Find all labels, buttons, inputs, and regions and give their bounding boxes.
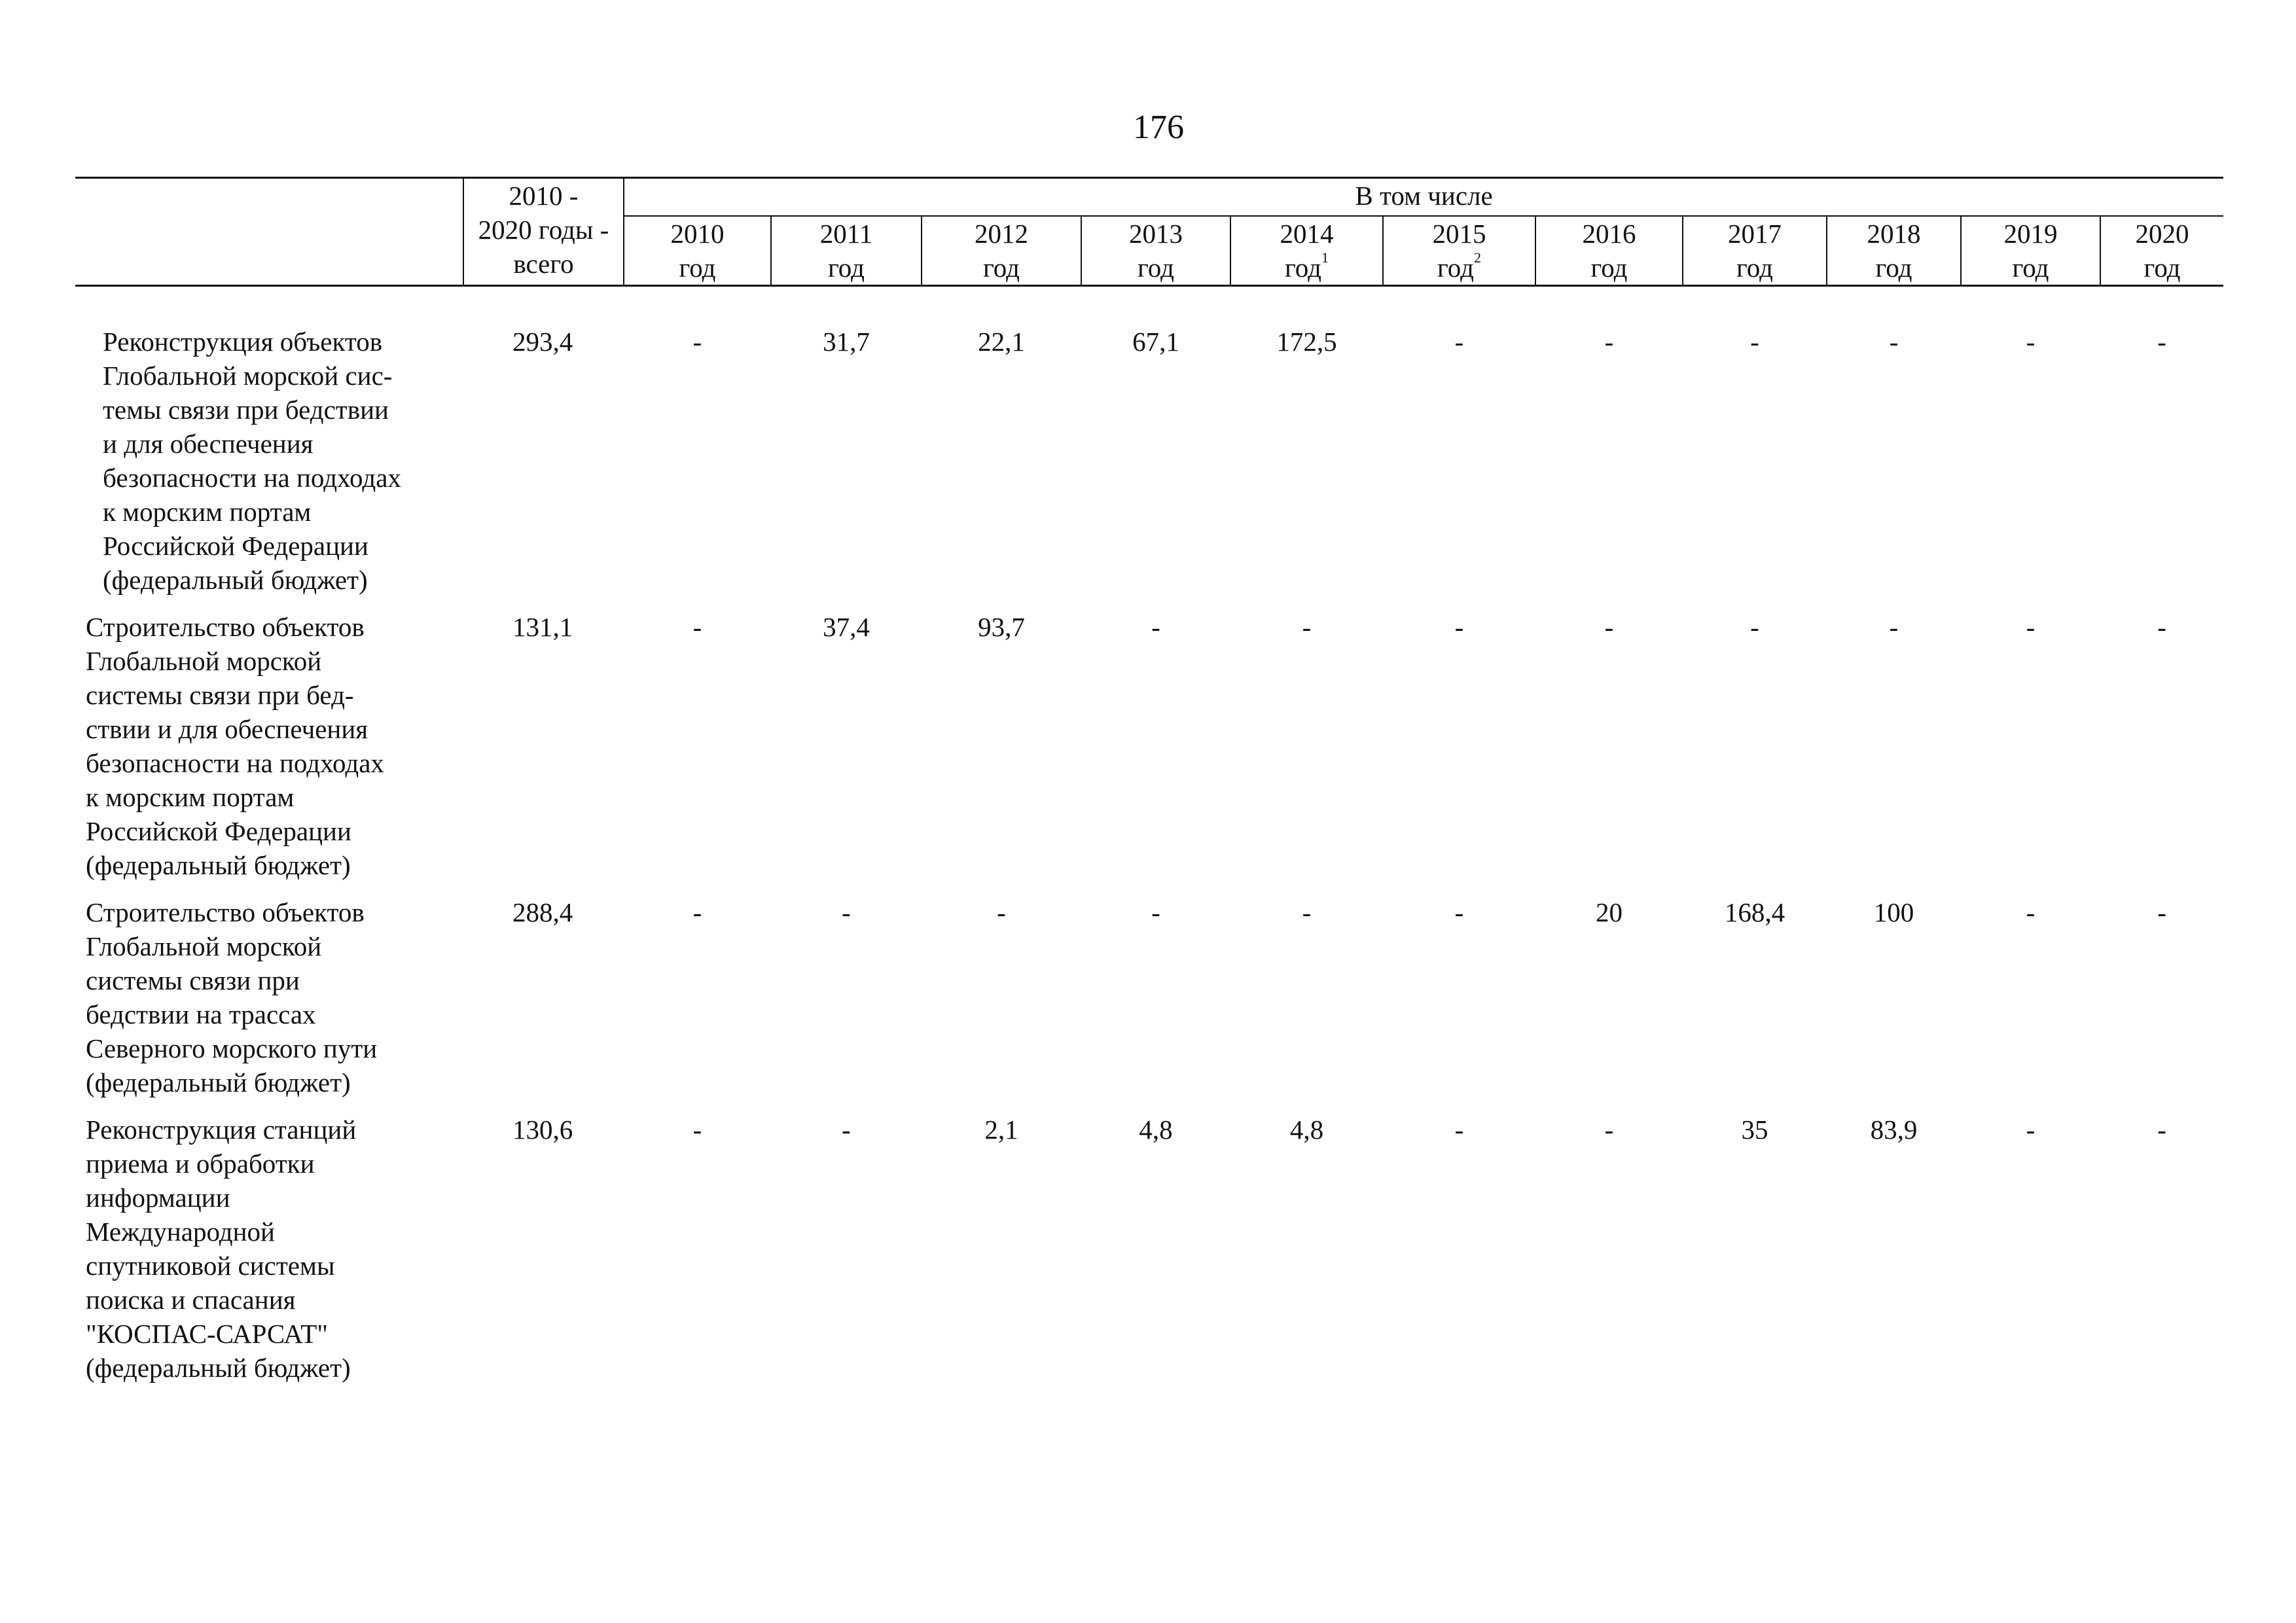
row-label-line: бедствии на трассах — [86, 999, 316, 1029]
header-row-top — [75, 178, 2223, 217]
row-value-cell: - — [1302, 612, 1312, 642]
header-year-unit — [772, 251, 921, 285]
row-value-cell: 4,8 — [1289, 1115, 1324, 1145]
row-label-line: Реконструкция станций — [86, 1115, 357, 1145]
header-year-unit — [1827, 251, 1960, 285]
row-value-cell: - — [1454, 897, 1464, 927]
header-year-unit-text: год — [679, 253, 716, 283]
row-value-cell: - — [2157, 612, 2166, 642]
header-year-unit — [1082, 251, 1230, 285]
header-total-cell — [463, 178, 624, 286]
header-total-line: 2020 годы - — [478, 215, 609, 245]
row-value-cell: 22,1 — [978, 327, 1025, 357]
row-value-cell: 2,1 — [984, 1115, 1018, 1145]
footnote-marker: 1 — [1321, 249, 1329, 266]
row-value-cell: 93,7 — [978, 612, 1025, 642]
header-year-unit — [1962, 251, 2100, 285]
row-label-cell — [75, 286, 463, 611]
row-value-cell: 4,8 — [1139, 1115, 1173, 1145]
header-year-unit-text: год — [1875, 253, 1912, 283]
row-label-cell — [75, 610, 463, 895]
table-row — [75, 610, 2223, 895]
header-year-unit-text: год — [1437, 253, 1474, 283]
row-value-cell: - — [2026, 612, 2036, 642]
header-year-unit — [1231, 251, 1382, 285]
header-year: 2014 — [1280, 219, 1334, 249]
row-value-cell: - — [1750, 327, 1759, 357]
header-group-cell: В том числе — [624, 178, 2223, 217]
footnote-marker: 2 — [1473, 249, 1481, 266]
page-number: 176 — [1133, 109, 1184, 146]
row-value-cell: 83,9 — [1870, 1115, 1918, 1145]
row-label-line: (федеральный бюджет) — [103, 565, 368, 595]
row-value-cell: 31,7 — [823, 327, 870, 357]
header-year-cell — [1383, 216, 1535, 286]
row-label-line: Глобальной морской — [86, 931, 322, 961]
header-year-unit-text: год — [1590, 253, 1628, 283]
row-value-cell: 20 — [1596, 897, 1623, 927]
row-value-cell: - — [692, 897, 702, 927]
row-value-cell: 35 — [1741, 1115, 1768, 1145]
row-value-cell: - — [842, 1115, 851, 1145]
row-label-line: Строительство объектов — [86, 897, 365, 927]
header-year-unit — [922, 251, 1081, 285]
row-value-cell: - — [842, 897, 851, 927]
row-label-line: системы связи при — [86, 965, 300, 995]
row-label-line: информации — [86, 1183, 230, 1213]
row-label-cell — [75, 1113, 463, 1398]
row-value-cell: - — [2157, 327, 2166, 357]
row-total-cell: 293,4 — [512, 327, 573, 357]
header-year: 2011 — [819, 219, 873, 249]
row-label-line: Российской Федерации — [86, 816, 351, 846]
header-year-unit-text: год — [2012, 253, 2049, 283]
header-year-unit — [2101, 251, 2223, 285]
row-label-line: ствии и для обеспечения — [86, 714, 368, 744]
header-year-cell — [922, 216, 1081, 286]
header-year-unit — [1384, 251, 1535, 285]
row-value-cell: - — [692, 1115, 702, 1145]
row-label-line: темы связи при бедствии — [103, 395, 389, 425]
row-value-cell: - — [1604, 327, 1614, 357]
row-value-cell: - — [1889, 327, 1899, 357]
row-value-cell: - — [2026, 327, 2036, 357]
header-year: 2015 — [1432, 219, 1486, 249]
table-row — [75, 286, 2223, 611]
header-year-cell — [1535, 216, 1683, 286]
row-label-line: безопасности на подходах — [103, 463, 401, 493]
header-year-unit — [1536, 251, 1682, 285]
row-label-line: спутниковой системы — [86, 1251, 335, 1281]
row-value-cell: - — [1454, 1115, 1464, 1145]
header-total-line: 2010 - — [509, 181, 579, 211]
row-value-cell: 168,4 — [1724, 897, 1785, 927]
table-body — [75, 286, 2223, 1399]
row-label-line: безопасности на подходах — [86, 748, 384, 778]
header-label-cell — [75, 178, 463, 286]
row-value-cell: - — [1750, 612, 1759, 642]
header-year: 2016 — [1582, 219, 1636, 249]
row-value-cell: - — [1604, 612, 1614, 642]
row-label-line: Международной — [86, 1217, 276, 1247]
table-row — [75, 1113, 2223, 1398]
header-year: 2020 — [2135, 219, 2189, 249]
row-label-line: (федеральный бюджет) — [86, 1067, 351, 1097]
header-year-unit-text: год — [983, 253, 1020, 283]
row-label-line: Глобальной морской — [86, 646, 322, 676]
header-year: 2019 — [2003, 219, 2058, 249]
row-value-cell: - — [1454, 612, 1464, 642]
header-year: 2017 — [1728, 219, 1782, 249]
row-label-line: к морским портам — [86, 782, 295, 812]
header-year-unit-text: год — [828, 253, 865, 283]
header-year-unit-text: год — [2144, 253, 2181, 283]
row-total-cell: 131,1 — [512, 612, 573, 642]
header-year-cell — [1683, 216, 1827, 286]
header-year-unit — [624, 251, 770, 285]
row-value-cell: 67,1 — [1132, 327, 1179, 357]
header-year: 2010 — [670, 219, 725, 249]
row-value-cell: - — [997, 897, 1006, 927]
row-value-cell: - — [1151, 612, 1160, 642]
row-total-cell: 130,6 — [512, 1115, 573, 1145]
header-year: 2013 — [1129, 219, 1183, 249]
header-year-cell — [624, 216, 771, 286]
header-year-cell — [1230, 216, 1383, 286]
header-year-cell — [1961, 216, 2100, 286]
header-year-unit-text: год — [1736, 253, 1773, 283]
row-label-cell — [75, 895, 463, 1113]
row-label-line: системы связи при бед- — [86, 680, 354, 710]
header-year-cell — [2100, 216, 2223, 286]
row-value-cell: - — [2026, 897, 2036, 927]
row-label-line: Российской Федерации — [103, 531, 368, 561]
row-value-cell: 172,5 — [1276, 327, 1337, 357]
row-value-cell: 37,4 — [823, 612, 870, 642]
row-value-cell: - — [2026, 1115, 2036, 1145]
row-label-line: и для обеспечения — [103, 429, 314, 459]
header-year-cell — [1081, 216, 1230, 286]
row-value-cell: 100 — [1873, 897, 1914, 927]
row-value-cell: - — [2157, 1115, 2166, 1145]
row-value-cell: - — [1454, 327, 1464, 357]
row-value-cell: - — [1302, 897, 1312, 927]
row-total-cell: 288,4 — [512, 897, 573, 927]
header-year-unit — [1683, 251, 1826, 285]
header-year: 2018 — [1867, 219, 1921, 249]
row-value-cell: - — [692, 612, 702, 642]
budget-table — [75, 177, 2223, 1398]
row-value-cell: - — [1604, 1115, 1614, 1145]
row-label-line: Реконструкция объектов — [103, 327, 383, 357]
header-total-line: всего — [513, 249, 574, 279]
row-value-cell: - — [1889, 612, 1899, 642]
header-year-unit-text: год — [1138, 253, 1174, 283]
budget-table-container — [75, 177, 2223, 1398]
header-year-cell — [1827, 216, 1961, 286]
row-label-line: поиска и спасания — [86, 1285, 296, 1315]
row-value-cell: - — [2157, 897, 2166, 927]
row-label-line: "КОСПАС-САРСАТ" — [86, 1319, 329, 1349]
table-row — [75, 895, 2223, 1113]
table-header — [75, 178, 2223, 286]
header-year-cell — [771, 216, 922, 286]
row-label-line: Строительство объектов — [86, 612, 365, 642]
header-year: 2012 — [975, 219, 1028, 249]
row-value-cell: - — [692, 327, 702, 357]
row-label-line: Северного морского пути — [86, 1033, 378, 1063]
row-label-line: Глобальной морской сис- — [103, 361, 393, 391]
header-year-unit-text: год — [1285, 253, 1321, 283]
row-label-line: (федеральный бюджет) — [86, 1353, 351, 1383]
row-value-cell: - — [1151, 897, 1160, 927]
row-label-line: (федеральный бюджет) — [86, 850, 351, 880]
row-label-line: приема и обработки — [86, 1149, 315, 1179]
row-label-line: к морским портам — [103, 497, 312, 527]
